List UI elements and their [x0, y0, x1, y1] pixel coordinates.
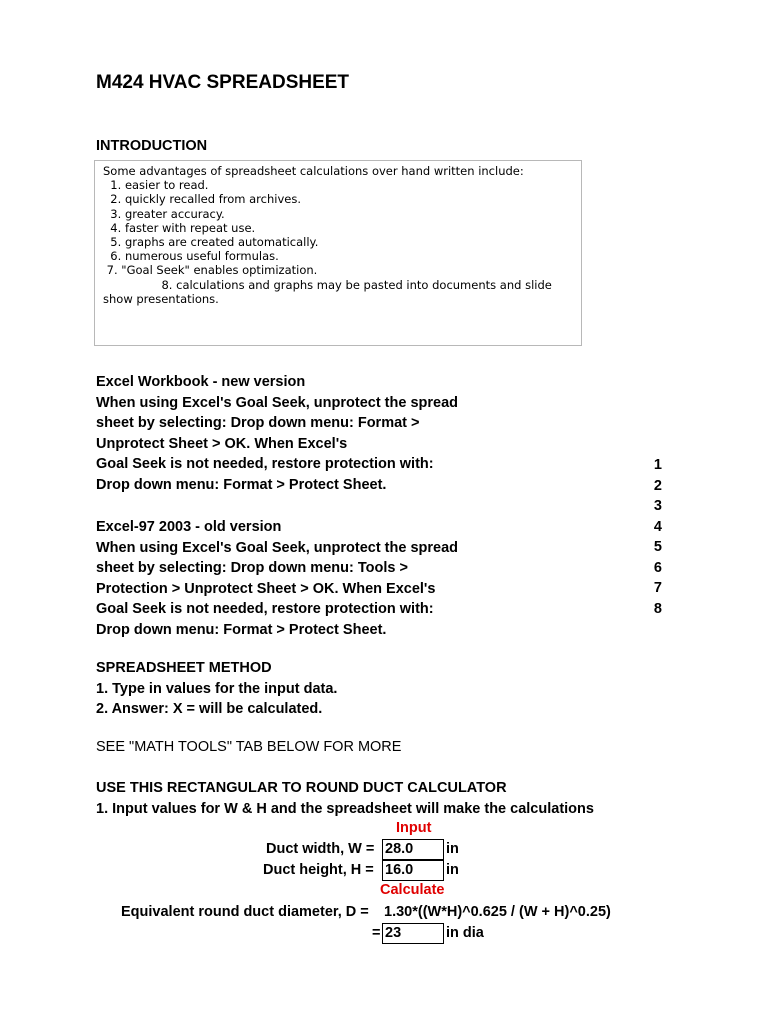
row-number: 7 — [653, 580, 662, 596]
duct-height-label: Duct height, H = — [263, 862, 374, 878]
excel-new-line: Drop down menu: Format > Protect Sheet. — [96, 476, 387, 493]
duct-width-input[interactable]: 28.0 — [382, 839, 444, 860]
excel-old-version-notes — [96, 517, 458, 640]
excel-old-line: Protection > Unprotect Sheet > OK. When Excel's — [96, 580, 436, 597]
row-number: 2 — [653, 477, 662, 494]
diameter-formula: 1.30*((W*H)^0.625 / (W + H)^0.25) — [384, 904, 611, 920]
excel-new-version-notes — [96, 372, 458, 495]
excel-new-line: Goal Seek is not needed, restore protection with: — [96, 456, 434, 472]
calculate-label: Calculate — [380, 882, 445, 898]
duct-height-unit: in — [446, 862, 459, 878]
intro-line: 5. graphs are created automatically. — [103, 235, 319, 250]
excel-new-line: Excel Workbook - new version — [96, 374, 306, 390]
diameter-equals: = — [372, 925, 381, 941]
intro-line: Some advantages of spreadsheet calculations over hand written include: — [103, 164, 524, 178]
excel-old-line: Drop down menu: Format > Protect Sheet. — [96, 621, 387, 638]
intro-line: 6. numerous useful formulas. — [103, 249, 279, 264]
intro-line: 4. faster with repeat use. — [103, 220, 256, 235]
excel-old-line: When using Excel's Goal Seek, unprotect the spread — [96, 539, 459, 556]
spreadsheet-method — [96, 658, 337, 720]
row-number: 4 — [653, 518, 662, 535]
excel-new-line: Unprotect Sheet > OK. When Excel's — [96, 435, 348, 452]
input-label: Input — [396, 820, 432, 836]
row-number: 3 — [653, 498, 662, 514]
row-number: 8 — [653, 600, 662, 617]
calculator-header — [96, 778, 594, 819]
intro-line: 1. easier to read. — [103, 178, 209, 193]
intro-line: 8. calculations and graphs may be pasted into documents and slide — [103, 277, 552, 292]
method-step-1: 1. Type in values for the input data. — [96, 680, 338, 697]
row-number-list — [652, 455, 662, 619]
diameter-label: Equivalent round duct diameter, D = — [121, 904, 369, 920]
calculator-instruction: 1. Input values for W & H and the spreadsheet will make the calculations — [96, 800, 594, 817]
method-heading: SPREADSHEET METHOD — [96, 660, 272, 676]
excel-new-line: When using Excel's Goal Seek, unprotect the spread — [96, 394, 459, 411]
method-step-2: 2. Answer: X = will be calculated. — [96, 701, 323, 717]
diameter-unit: in dia — [446, 925, 484, 941]
excel-old-line: sheet by selecting: Drop down menu: Tools > — [96, 560, 408, 576]
excel-old-line: Excel-97 2003 - old version — [96, 519, 282, 535]
duct-height-input[interactable]: 16.0 — [382, 860, 444, 881]
introduction-heading: INTRODUCTION — [96, 138, 208, 154]
intro-line: 3. greater accuracy. — [103, 206, 225, 221]
introduction-textbox — [94, 160, 582, 346]
row-number: 5 — [653, 539, 662, 555]
calculator-heading: USE THIS RECTANGULAR TO ROUND DUCT CALCULATOR — [96, 780, 507, 796]
page-title: M424 HVAC SPREADSHEET — [96, 72, 350, 93]
duct-width-label: Duct width, W = — [266, 841, 375, 857]
row-number: 6 — [653, 559, 662, 576]
duct-width-unit: in — [446, 841, 459, 857]
excel-new-line: sheet by selecting: Drop down menu: Format > — [96, 415, 420, 431]
diameter-result: 23 — [382, 923, 444, 944]
intro-line: 2. quickly recalled from archives. — [103, 192, 301, 207]
math-tools-note: SEE "MATH TOOLS" TAB BELOW FOR MORE — [96, 739, 402, 755]
excel-old-line: Goal Seek is not needed, restore protection with: — [96, 601, 434, 617]
intro-line: 7. "Goal Seek" enables optimization. — [103, 263, 318, 278]
intro-line: show presentations. — [103, 291, 219, 306]
row-number: 1 — [653, 457, 662, 473]
